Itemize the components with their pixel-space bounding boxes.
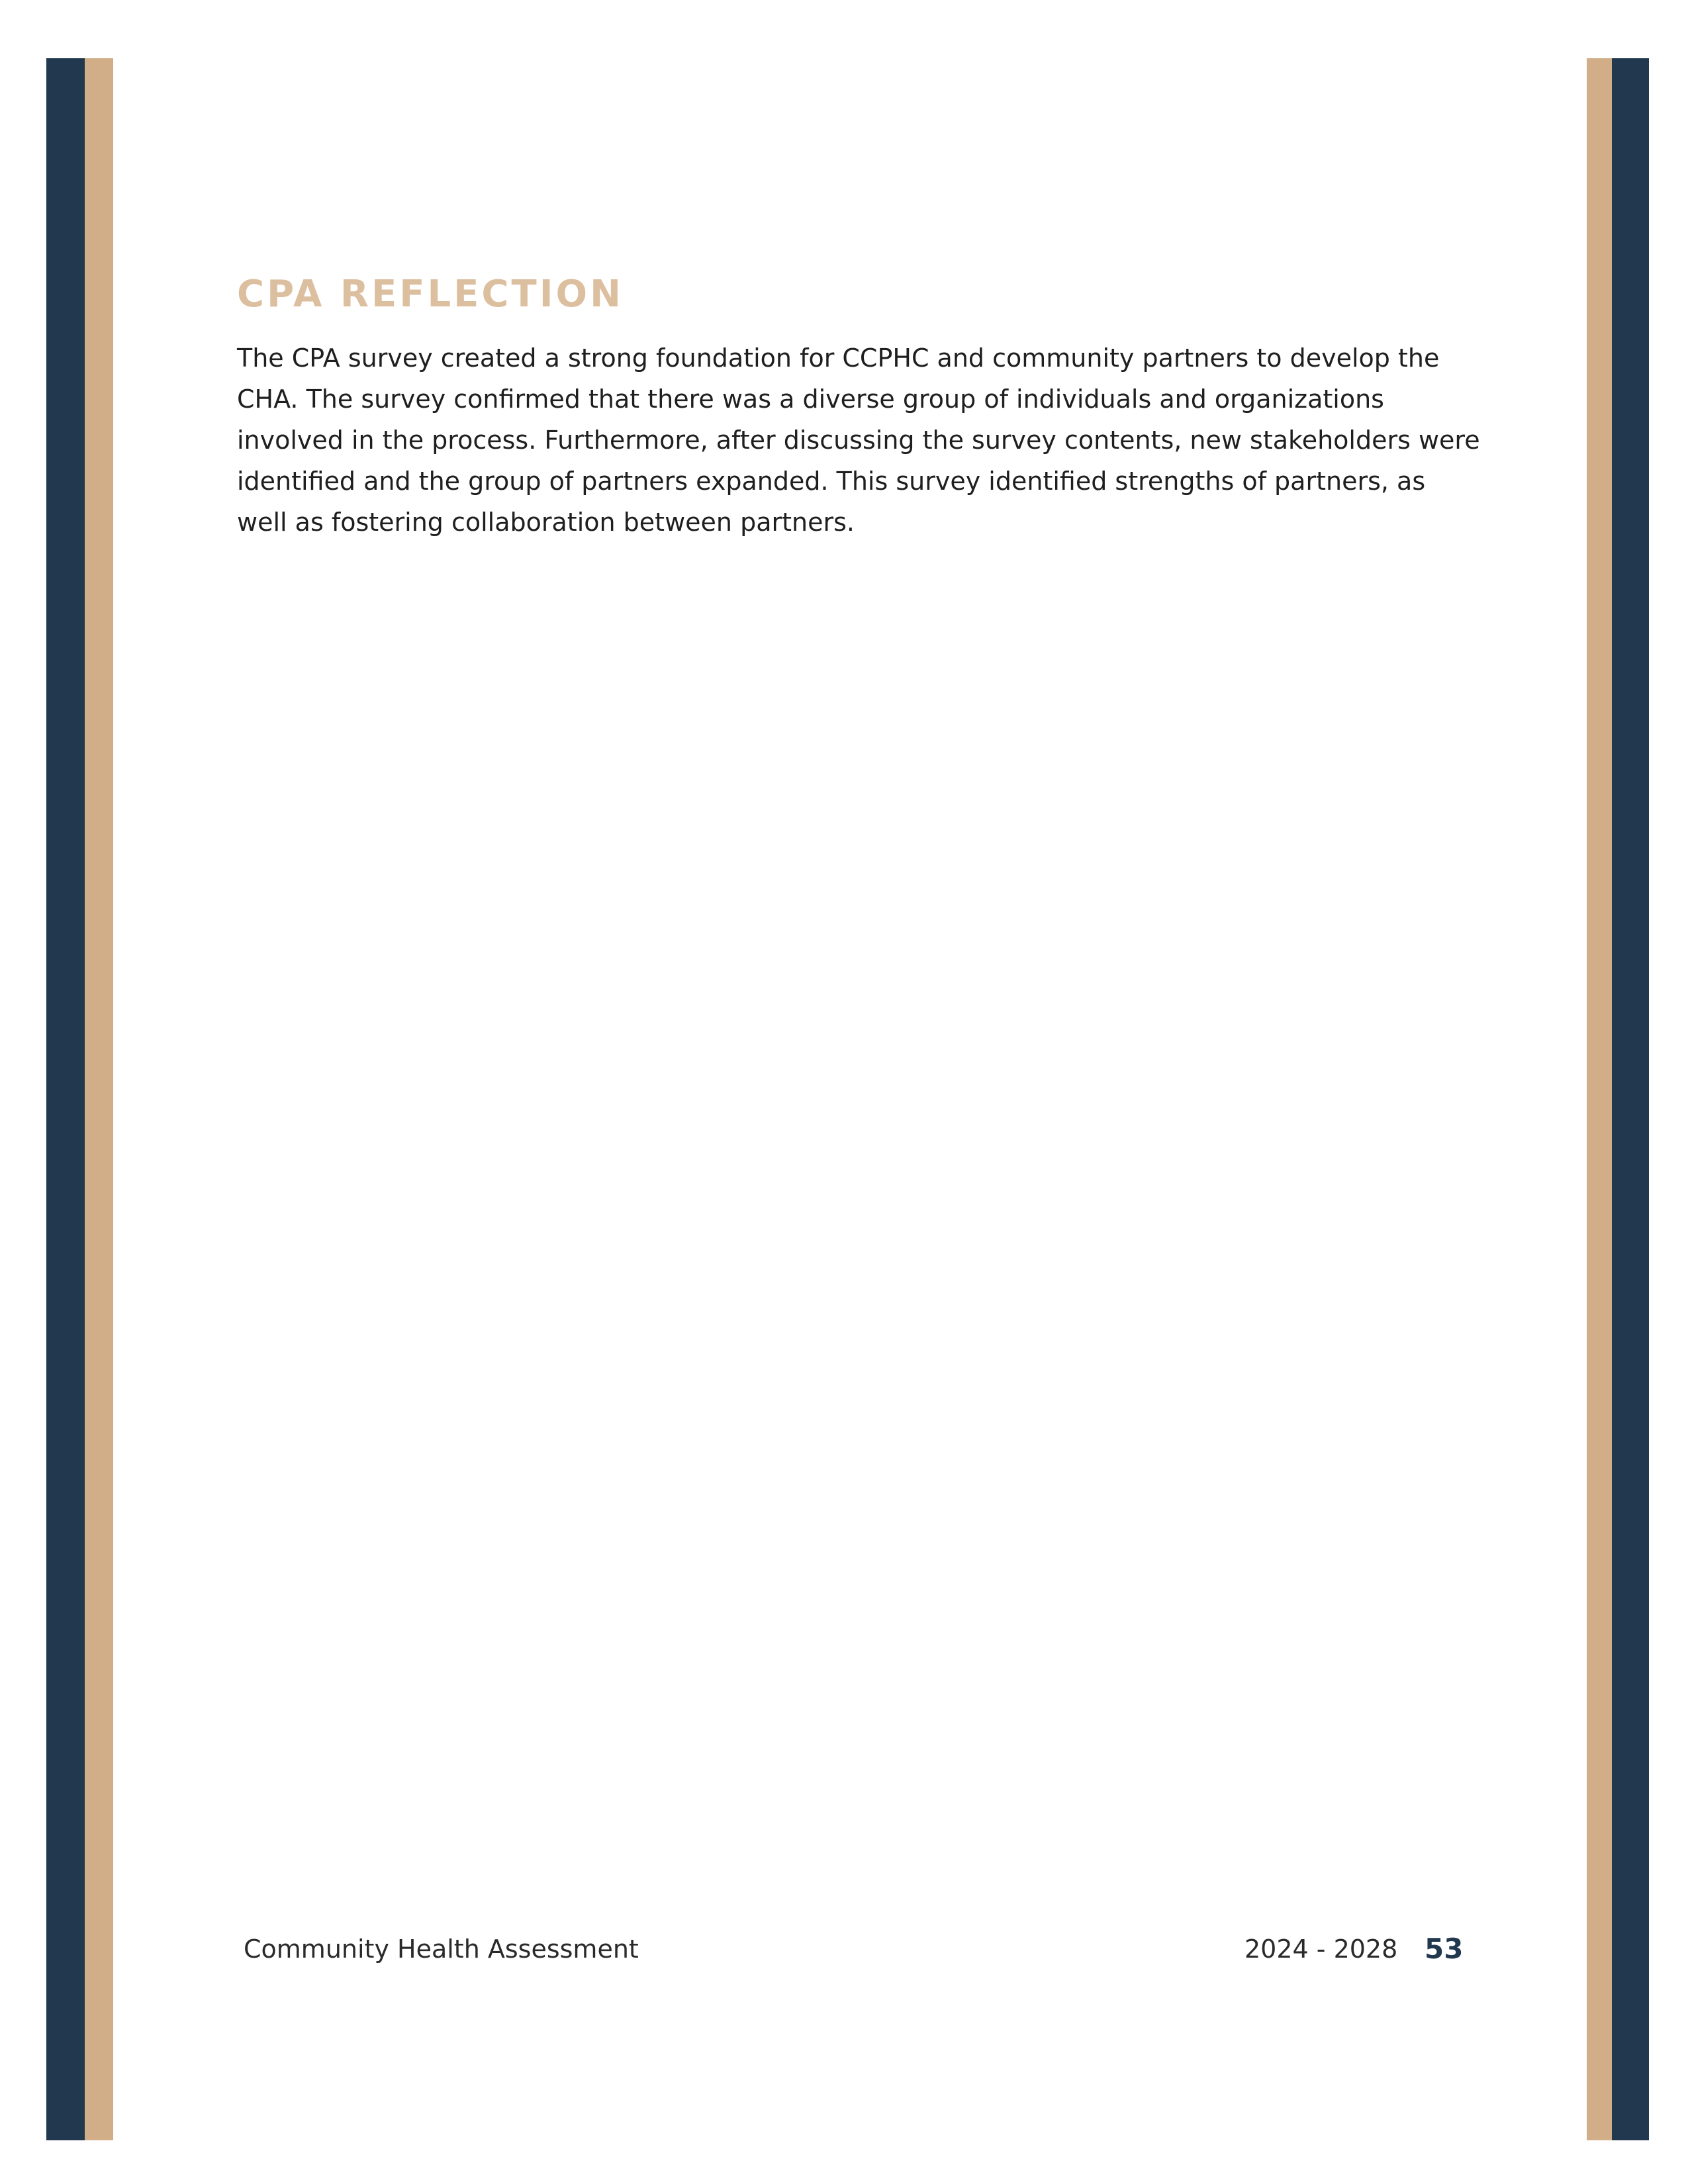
right-navy-border-stripe — [1612, 58, 1649, 2140]
right-tan-border-stripe — [1587, 58, 1612, 2140]
footer-years: 2024 - 2028 — [1244, 1934, 1398, 1964]
footer-document-title: Community Health Assessment — [244, 1934, 639, 1964]
left-navy-border-stripe — [46, 58, 85, 2140]
section-title: CPA REFLECTION — [237, 273, 624, 316]
section-body-paragraph: The CPA survey created a strong foundation for CCPHC and community partners to develop the CHA. The survey confirmed that there was a diverse group of individuals and organizations involved in the process. Furthermore, after discussing the survey contents, new stakeholders were identified and the group of partners expanded. This survey identified strengths of partners, as well as fostering collaboration between partners. — [237, 343, 1480, 537]
left-tan-border-stripe — [85, 58, 113, 2140]
footer-page-number: 53 — [1425, 1933, 1464, 1965]
main-content — [237, 265, 1495, 543]
